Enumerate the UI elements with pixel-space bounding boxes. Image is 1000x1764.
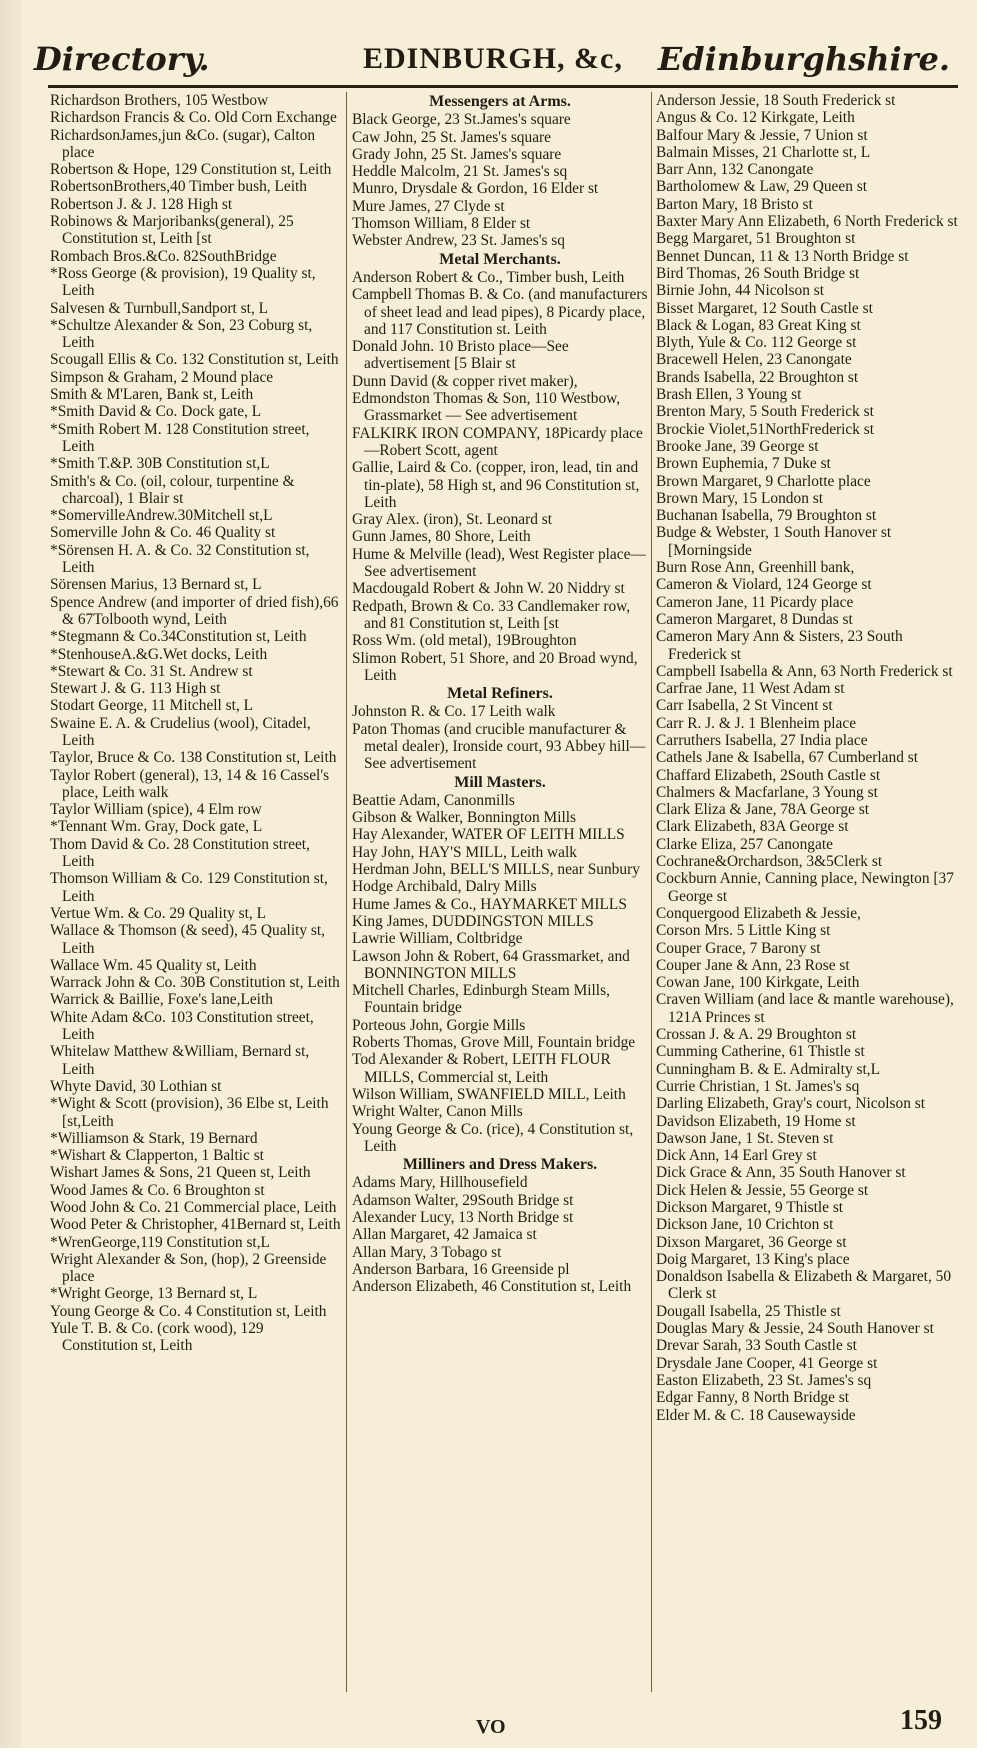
directory-entry: Balmain Misses, 21 Charlotte st, L bbox=[656, 143, 871, 161]
directory-entry: Clarke Eliza, 257 Canongate bbox=[656, 835, 833, 853]
directory-entry: *Sörensen H. A. & Co. 32 Constitution st, Leith bbox=[50, 541, 310, 577]
directory-entry: Carfrae Jane, 11 West Adam st bbox=[656, 680, 845, 698]
directory-entry: RichardsonJames,jun &Co. (sugar), Calton place bbox=[50, 126, 316, 161]
directory-entry: Ross Wm. (old metal), 19Broughton bbox=[352, 632, 577, 650]
directory-entry: Whyte David, 30 Lothian st bbox=[50, 1077, 222, 1095]
directory-entry: Anderson Barbara, 16 Greenside pl bbox=[352, 1260, 570, 1278]
directory-entry: Carr R. J. & J. 1 Blenheim place bbox=[656, 714, 857, 732]
directory-entry: Gunn James, 80 Shore, Leith bbox=[352, 528, 531, 546]
directory-entry: Wilson William, SWANFIELD MILL, Leith bbox=[352, 1085, 626, 1103]
directory-entry: Robinows & Marjoribanks(general), 25 Constitution st, Leith [st bbox=[50, 213, 294, 248]
column-left bbox=[50, 92, 342, 1692]
directory-entry: Wallace & Thomson (& seed), 45 Quality st, Leith bbox=[50, 922, 326, 957]
directory-entry: Smith's & Co. (oil, colour, turpentine & charcoal), 1 Blair st bbox=[50, 472, 295, 507]
directory-entry: Taylor, Bruce & Co. 138 Constitution st, Leith bbox=[50, 749, 337, 767]
directory-entry: *Smith T.&P. 30B Constitution st,L bbox=[50, 455, 270, 473]
directory-entry: Bartholomew & Law, 29 Queen st bbox=[656, 178, 868, 196]
directory-entry: Anderson Robert & Co., Timber bush, Leith bbox=[352, 268, 625, 286]
directory-entry: Black George, 23 St.James's square bbox=[352, 111, 571, 129]
directory-entry: Bisset Margaret, 12 South Castle st bbox=[656, 299, 873, 317]
directory-entry: Robertson J. & J. 128 High st bbox=[50, 195, 233, 213]
directory-entry: Richardson Francis & Co. Old Corn Exchange bbox=[50, 109, 337, 127]
directory-entry: Brown Euphemia, 7 Duke st bbox=[656, 455, 831, 473]
directory-entry: Scougall Ellis & Co. 132 Constitution st, Leith bbox=[50, 351, 339, 369]
directory-entry: Couper Grace, 7 Barony st bbox=[656, 939, 821, 957]
directory-entry: Warrick & Baillie, Foxe's lane,Leith bbox=[50, 991, 273, 1009]
directory-entry: Wishart James & Sons, 21 Queen st, Leith bbox=[50, 1164, 311, 1182]
directory-entry: Young George & Co. 4 Constitution st, Leith bbox=[50, 1302, 327, 1320]
directory-entry: Dunn David (& copper rivet maker), bbox=[352, 372, 578, 390]
directory-entry: Cochrane&Orchardson, 3&5Clerk st bbox=[656, 853, 883, 871]
directory-entry: Thomson William & Co. 129 Constitution st, Leith bbox=[50, 870, 328, 905]
directory-entry: Cumming Catherine, 61 Thistle st bbox=[656, 1043, 865, 1061]
directory-entry: Cockburn Annie, Canning place, Newington [37 George st bbox=[656, 870, 954, 905]
directory-entry: Young George & Co. (rice), 4 Constitution st, Leith bbox=[352, 1120, 634, 1155]
directory-entry: Lawson John & Robert, 64 Grassmarket, and BONNINGTON MILLS bbox=[352, 947, 630, 982]
directory-entry: Carr Isabella, 2 St Vincent st bbox=[656, 697, 833, 715]
directory-entry: Grady John, 25 St. James's square bbox=[352, 145, 562, 163]
directory-entry: Edmondston Thomas & Son, 110 Westbow, Grassmarket — See advertisement bbox=[352, 390, 621, 425]
directory-entry: Donaldson Isabella & Elizabeth & Margaret, 50 Clerk st bbox=[656, 1268, 952, 1303]
directory-entry: Porteous John, Gorgie Mills bbox=[352, 1016, 526, 1034]
directory-entry: Wallace Wm. 45 Quality st, Leith bbox=[50, 956, 257, 974]
directory-entry: Elder M. & C. 18 Causewayside bbox=[656, 1406, 856, 1424]
directory-entry: Stodart George, 11 Mitchell st, L bbox=[50, 697, 254, 715]
directory-entry: Taylor William (spice), 4 Elm row bbox=[50, 801, 262, 819]
directory-entry: Wood Peter & Christopher, 41Bernard st, Leith bbox=[50, 1216, 341, 1234]
directory-entry: Angus & Co. 12 Kirkgate, Leith bbox=[656, 109, 855, 127]
directory-entry: Wood James & Co. 6 Broughton st bbox=[50, 1181, 265, 1199]
directory-entry: Richardson Brothers, 105 Westbow bbox=[50, 92, 269, 109]
directory-entry: Gibson & Walker, Bonnington Mills bbox=[352, 809, 577, 827]
directory-entry: *StenhouseA.&G.Wet docks, Leith bbox=[50, 645, 268, 663]
directory-entry: *SomervilleAndrew.30Mitchell st,L bbox=[50, 507, 273, 525]
running-head-right: Edinburghshire. bbox=[657, 40, 950, 78]
directory-entry: Burn Rose Ann, Greenhill bank, bbox=[656, 559, 855, 577]
directory-entry: Balfour Mary & Jessie, 7 Union st bbox=[656, 126, 868, 144]
directory-entry: White Adam &Co. 103 Constitution street, Leith bbox=[50, 1008, 314, 1044]
directory-entry: Caw John, 25 St. James's square bbox=[352, 128, 551, 146]
directory-entry: Currie Christian, 1 St. James's sq bbox=[656, 1077, 860, 1095]
directory-entry: Carruthers Isabella, 27 India place bbox=[656, 731, 868, 749]
directory-entry: Warrack John & Co. 30B Constitution st, Leith bbox=[50, 974, 340, 992]
directory-entry: Birnie John, 44 Nicolson st bbox=[656, 282, 825, 300]
directory-entry: Dick Ann, 14 Earl Grey st bbox=[656, 1147, 817, 1165]
directory-entry: Taylor Robert (general), 13, 14 & 16 Cassel's place, Leith walk bbox=[50, 766, 330, 801]
directory-entry: Buchanan Isabella, 79 Broughton st bbox=[656, 507, 877, 525]
directory-entry: Mitchell Charles, Edinburgh Steam Mills, Fountain bridge bbox=[352, 982, 610, 1017]
directory-entry: Baxter Mary Ann Elizabeth, 6 North Frederick st bbox=[656, 213, 958, 231]
directory-entry: Craven William (and lace & mantle warehouse), 121A Princes st bbox=[656, 991, 954, 1026]
directory-entry: Whitelaw Matthew &William, Bernard st, Leith bbox=[50, 1043, 310, 1078]
directory-entry: Cameron & Violard, 124 George st bbox=[656, 576, 872, 594]
directory-entry: Hodge Archibald, Dalry Mills bbox=[352, 878, 537, 896]
header-rule bbox=[48, 85, 958, 88]
directory-entry: Dick Grace & Ann, 35 South Hanover st bbox=[656, 1164, 906, 1182]
directory-entry: Allan Mary, 3 Tobago st bbox=[352, 1243, 502, 1261]
directory-entry: Darling Elizabeth, Gray's court, Nicolson st bbox=[656, 1095, 926, 1113]
directory-entry: Cameron Jane, 11 Picardy place bbox=[656, 593, 854, 611]
directory-entry: Chalmers & Macfarlane, 3 Young st bbox=[656, 783, 878, 801]
section-heading: Messengers at Arms. bbox=[429, 93, 571, 110]
directory-entry: *Smith David & Co. Dock gate, L bbox=[50, 403, 262, 421]
directory-entry: Clark Elizabeth, 83A George st bbox=[656, 818, 849, 836]
directory-entry: *Schultze Alexander & Son, 23 Coburg st, Leith bbox=[50, 316, 313, 352]
directory-entry: Black & Logan, 83 Great King st bbox=[656, 316, 861, 334]
directory-entry: Bird Thomas, 26 South Bridge st bbox=[656, 264, 860, 282]
directory-entry: *Wight & Scott (provision), 36 Elbe st, Leith [st,Leith bbox=[50, 1095, 329, 1130]
directory-entry: Alexander Lucy, 13 North Bridge st bbox=[352, 1209, 574, 1226]
signature-mark: VO bbox=[476, 1716, 506, 1738]
directory-entry: Cowan Jane, 100 Kirkgate, Leith bbox=[656, 974, 860, 992]
directory-entry: Allan Margaret, 42 Jamaica st bbox=[352, 1226, 537, 1244]
directory-entry: Spence Andrew (and importer of dried fish),66 & 67Tolbooth wynd, Leith bbox=[50, 593, 339, 628]
column-divider bbox=[346, 92, 347, 1692]
directory-entry: Couper Jane & Ann, 23 Rose st bbox=[656, 956, 850, 974]
directory-entry: Somerville John & Co. 46 Quality st bbox=[50, 524, 276, 542]
directory-entry: Wood John & Co. 21 Commercial place, Leith bbox=[50, 1199, 337, 1216]
directory-entry: Tod Alexander & Robert, LEITH FLOUR MILLS, Commercial st, Leith bbox=[352, 1051, 611, 1086]
running-head-center: EDINBURGH, &c, bbox=[363, 42, 623, 75]
directory-entry: *WrenGeorge,119 Constitution st,L bbox=[50, 1233, 270, 1251]
directory-entry: Salvesen & Turnbull,Sandport st, L bbox=[50, 299, 269, 317]
directory-entry: Brands Isabella, 22 Broughton st bbox=[656, 368, 859, 386]
directory-entry: Gallie, Laird & Co. (copper, iron, lead, tin and tin-plate), 58 High st, and 96 Constitution st, Leith bbox=[352, 459, 640, 511]
section-heading: Mill Masters. bbox=[454, 773, 546, 791]
directory-entry: Sörensen Marius, 13 Bernard st, L bbox=[50, 576, 262, 594]
directory-entry: Dawson Jane, 1 St. Steven st bbox=[656, 1129, 834, 1147]
directory-entry: *Smith Robert M. 128 Constitution street, Leith bbox=[50, 420, 310, 455]
directory-entry: Cunningham B. & E. Admiralty st,L bbox=[656, 1060, 881, 1078]
directory-entry: Slimon Robert, 51 Shore, and 20 Broad wynd, Leith bbox=[352, 649, 638, 684]
directory-entry: Cathels Jane & Isabella, 67 Cumberland st bbox=[656, 749, 919, 767]
directory-entry: Dickson Margaret, 9 Thistle st bbox=[656, 1199, 844, 1216]
directory-entry: Wright Walter, Canon Mills bbox=[352, 1103, 523, 1121]
directory-entry: Hay John, HAY'S MILL, Leith walk bbox=[352, 843, 577, 861]
directory-entry: *Wright George, 13 Bernard st, L bbox=[50, 1285, 258, 1303]
column-middle bbox=[352, 92, 648, 1692]
directory-entry: Hume James & Co., HAYMARKET MILLS bbox=[352, 895, 627, 913]
directory-entry: Brown Margaret, 9 Charlotte place bbox=[656, 472, 871, 490]
directory-entry: Crossan J. & A. 29 Broughton st bbox=[656, 1026, 857, 1044]
directory-entry: Thomson William, 8 Elder st bbox=[352, 215, 531, 233]
directory-entry: Blyth, Yule & Co. 112 George st bbox=[656, 334, 857, 352]
directory-entry: Donald John. 10 Bristo place—See advertisement [5 Blair st bbox=[352, 338, 569, 373]
directory-entry: Barr Ann, 132 Canongate bbox=[656, 161, 814, 179]
directory-entry: Corson Mrs. 5 Little King st bbox=[656, 922, 831, 940]
directory-entry: Adams Mary, Hillhousefield bbox=[352, 1174, 528, 1192]
directory-entry: Chaffard Elizabeth, 2South Castle st bbox=[656, 766, 881, 784]
directory-entry: Robertson & Hope, 129 Constitution st, Leith bbox=[50, 161, 332, 179]
directory-entry: *Stewart & Co. 31 St. Andrew st bbox=[50, 662, 253, 680]
directory-entry: Munro, Drysdale & Gordon, 16 Elder st bbox=[352, 180, 599, 198]
directory-entry: Thom David & Co. 28 Constitution street, Leith bbox=[50, 835, 310, 871]
directory-entry: Bracewell Helen, 23 Canongate bbox=[656, 351, 852, 369]
section-heading: Milliners and Dress Makers. bbox=[402, 1156, 598, 1174]
directory-entry: Anderson Jessie, 18 South Frederick st bbox=[656, 92, 896, 109]
directory-entry: Dickson Jane, 10 Crichton st bbox=[656, 1216, 834, 1234]
directory-entry: Brooke Jane, 39 George st bbox=[656, 437, 819, 455]
directory-entry: Brenton Mary, 5 South Frederick st bbox=[656, 403, 874, 421]
directory-entry: Cameron Margaret, 8 Dundas st bbox=[656, 610, 853, 628]
directory-entry: Vertue Wm. & Co. 29 Quality st, L bbox=[50, 904, 267, 922]
directory-entry: Brockie Violet,51NorthFrederick st bbox=[656, 420, 875, 438]
section-heading: Metal Merchants. bbox=[439, 250, 561, 268]
directory-entry: Drevar Sarah, 33 South Castle st bbox=[656, 1337, 857, 1355]
directory-entry: Douglas Mary & Jessie, 24 South Hanover st bbox=[656, 1320, 934, 1338]
directory-entry: Edgar Fanny, 8 North Bridge st bbox=[656, 1389, 850, 1407]
directory-entry: Yule T. B. & Co. (cork wood), 129 Constitution st, Leith bbox=[50, 1320, 264, 1355]
directory-entry: *Ross George (& provision), 19 Quality st, Leith bbox=[50, 264, 316, 300]
section-heading: Metal Refiners. bbox=[447, 685, 553, 703]
directory-entry: Redpath, Brown & Co. 33 Candlemaker row, and 81 Constitution st, Leith [st bbox=[352, 597, 631, 632]
directory-entry: Brash Ellen, 3 Young st bbox=[656, 386, 802, 404]
directory-entry: Budge & Webster, 1 South Hanover st [Morningside bbox=[656, 524, 892, 559]
directory-entry: Wright Alexander & Son, (hop), 2 Greenside place bbox=[50, 1250, 327, 1286]
column-divider bbox=[651, 92, 652, 1692]
directory-entry: *Williamson & Stark, 19 Bernard bbox=[50, 1129, 258, 1147]
directory-entry: Beattie Adam, Canonmills bbox=[352, 791, 515, 809]
directory-entry: Bennet Duncan, 11 & 13 North Bridge st bbox=[656, 247, 909, 265]
directory-entry: Heddle Malcolm, 21 St. James's sq bbox=[352, 163, 568, 181]
directory-entry: Cameron Mary Ann & Sisters, 23 South Frederick st bbox=[656, 628, 903, 663]
directory-entry: Mure James, 27 Clyde st bbox=[352, 197, 505, 215]
directory-entry: Gray Alex. (iron), St. Leonard st bbox=[352, 511, 553, 529]
directory-entry: Easton Elizabeth, 23 St. James's sq bbox=[656, 1371, 872, 1389]
directory-entry: Adamson Walter, 29South Bridge st bbox=[352, 1191, 574, 1209]
column-right bbox=[656, 92, 958, 1692]
directory-entry: Simpson & Graham, 2 Mound place bbox=[50, 368, 274, 386]
directory-entry: Begg Margaret, 51 Broughton st bbox=[656, 230, 856, 248]
directory-entry: Campbell Thomas B. & Co. (and manufacturers of sheet lead and lead pipes), 8 Picardy place, and 117 Constitution st. Leith bbox=[352, 286, 648, 338]
directory-entry: *Wishart & Clapperton, 1 Baltic st bbox=[50, 1147, 264, 1165]
directory-entry: Davidson Elizabeth, 19 Home st bbox=[656, 1112, 856, 1130]
directory-entry: Herdman John, BELL'S MILLS, near Sunbury bbox=[352, 861, 640, 879]
directory-entry: *Tennant Wm. Gray, Dock gate, L bbox=[50, 818, 263, 836]
directory-entry: Dougall Isabella, 25 Thistle st bbox=[656, 1302, 841, 1320]
directory-entry: FALKIRK IRON COMPANY, 18Picardy place—Robert Scott, agent bbox=[352, 424, 643, 459]
directory-entry: Rombach Bros.&Co. 82SouthBridge bbox=[50, 247, 277, 265]
directory-entry: Clark Eliza & Jane, 78A George st bbox=[656, 801, 869, 819]
directory-entry: Roberts Thomas, Grove Mill, Fountain bridge bbox=[352, 1034, 636, 1052]
directory-entry: Hume & Melville (lead), West Register place—See advertisement bbox=[352, 545, 646, 581]
page-margin bbox=[0, 1748, 1000, 1764]
directory-entry: Johnston R. & Co. 17 Leith walk bbox=[352, 703, 556, 721]
directory-entry: Anderson Elizabeth, 46 Constitution st, Leith bbox=[352, 1278, 632, 1296]
directory-entry: Doig Margaret, 13 King's place bbox=[656, 1250, 850, 1268]
directory-entry: RobertsonBrothers,40 Timber bush, Leith bbox=[50, 178, 307, 196]
page-number: 159 bbox=[900, 1705, 942, 1736]
directory-entry: Lawrie William, Coltbridge bbox=[352, 930, 523, 948]
directory-entry: Drysdale Jane Cooper, 41 George st bbox=[656, 1354, 878, 1372]
directory-entry: Conquergood Elizabeth & Jessie, bbox=[656, 904, 861, 922]
directory-entry: Brown Mary, 15 London st bbox=[656, 489, 824, 507]
directory-entry: Webster Andrew, 23 St. James's sq bbox=[352, 232, 565, 250]
directory-entry: Paton Thomas (and crucible manufacturer & metal dealer), Ironside court, 93 Abbey hill—See advertisement bbox=[352, 720, 646, 773]
directory-entry: *Stegmann & Co.34Constitution st, Leith bbox=[50, 628, 307, 646]
page-binding-edge bbox=[0, 0, 22, 1764]
directory-entry: Macdougald Robert & John W. 20 Niddry st bbox=[352, 580, 625, 598]
directory-entry: Smith & M'Laren, Bank st, Leith bbox=[50, 386, 254, 404]
directory-entry: Campbell Isabella & Ann, 63 North Frederick st bbox=[656, 662, 953, 680]
directory-entry: Dixson Margaret, 36 George st bbox=[656, 1233, 847, 1251]
running-head-left: Directory. bbox=[34, 40, 210, 78]
directory-entry: Swaine E. A. & Crudelius (wool), Citadel, Leith bbox=[50, 714, 311, 749]
directory-entry: Stewart J. & G. 113 High st bbox=[50, 680, 221, 698]
page-header bbox=[28, 40, 958, 84]
directory-entry: Hay Alexander, WATER OF LEITH MILLS bbox=[352, 826, 625, 844]
directory-entry: King James, DUDDINGSTON MILLS bbox=[352, 912, 594, 930]
directory-entry: Dick Helen & Jessie, 55 George st bbox=[656, 1181, 869, 1199]
directory-entry: Barton Mary, 18 Bristo st bbox=[656, 195, 813, 213]
